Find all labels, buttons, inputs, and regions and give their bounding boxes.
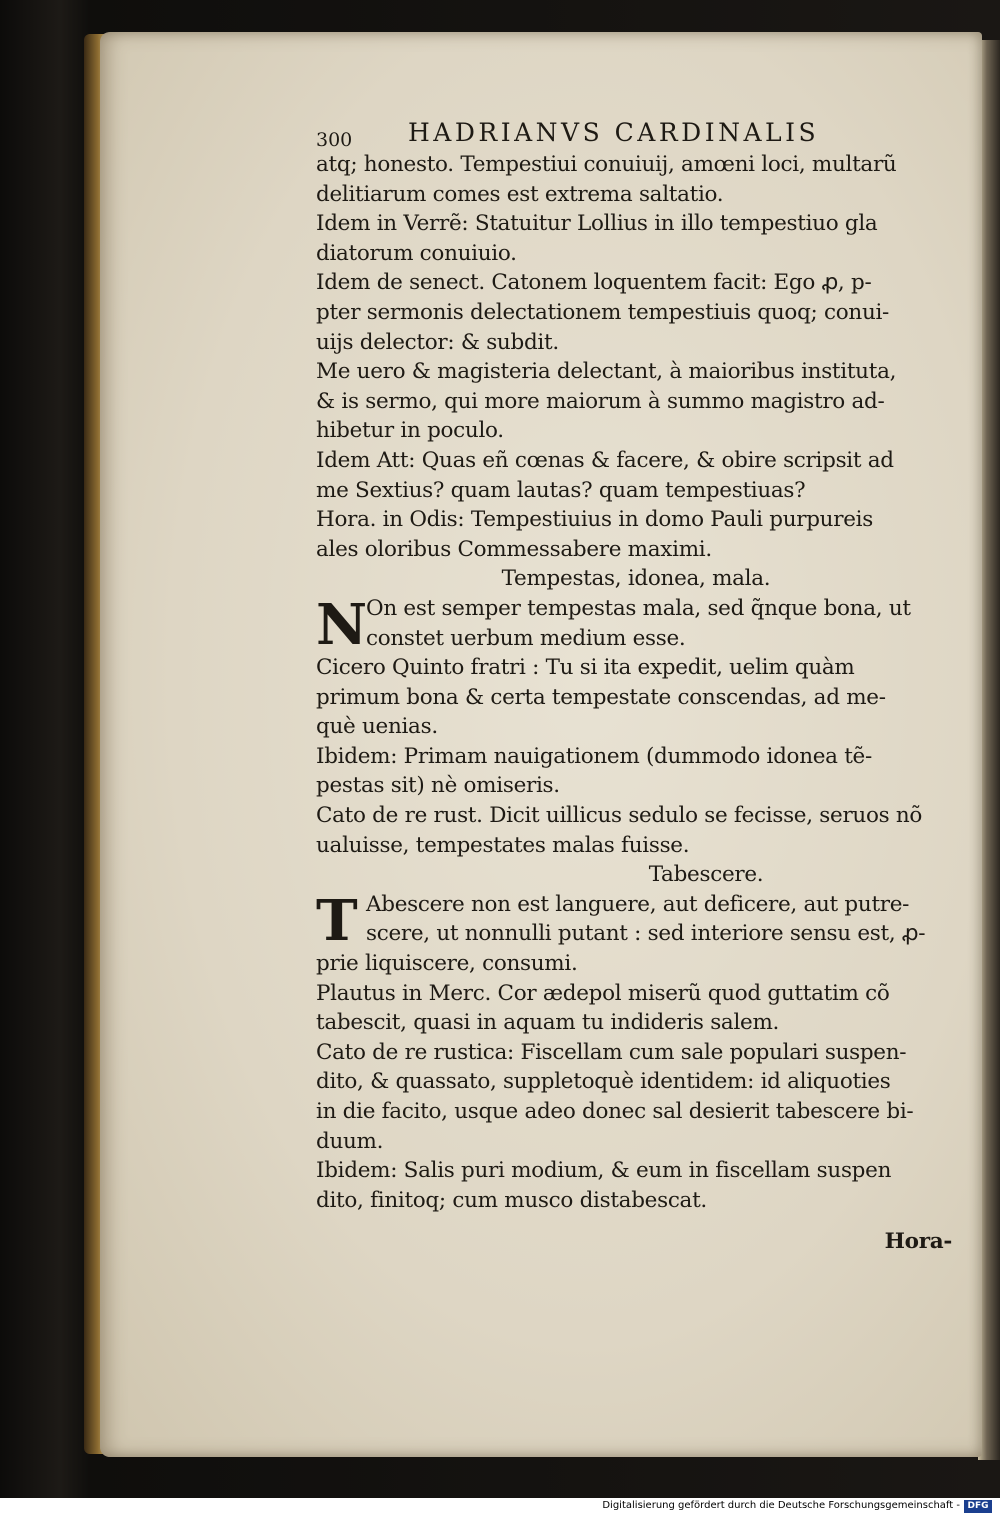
text-line: & is sermo, qui more maiorum à summo magistro ad-	[316, 388, 885, 414]
text-line: in die facito, usque adeo donec sal desierit tabescere bi-	[316, 1099, 914, 1124]
text-line: Plautus in Merc. Cor ædepol miserũ quod guttatim cõ	[316, 980, 890, 1006]
section-heading: Tabescere.	[648, 862, 764, 888]
text-line: Hora. in Odis: Tempestiuius in domo Pauli purpureis	[316, 507, 873, 533]
text-line: scere, ut nonnulli putant : sed interiore sensu est, ꝓ-	[366, 921, 926, 947]
catchword: Hora-	[884, 1229, 952, 1255]
text-line: me Sextius? quam lautas? quam tempestiuas?	[316, 477, 806, 503]
paragraph-with-initial	[316, 591, 956, 658]
text-line: constet uerbum medium esse.	[366, 625, 686, 651]
text-line: Ibidem: Primam nauigationem (dummodo idonea tẽ-	[316, 743, 872, 769]
text-line: pter sermonis delectationem tempestiuis quoq; conui-	[316, 299, 890, 325]
text-line: dito, finitoq; cum musco distabescat.	[316, 1187, 707, 1213]
text-line: dito, & quassato, suppletoquè identidem: id aliquoties	[316, 1069, 891, 1095]
text-line: Idem in Verrẽ: Statuitur Lollius in illo tempestiuo gla	[316, 211, 878, 237]
text-line: Cato de re rust. Dicit uillicus sedulo se fecisse, seruos nõ	[316, 803, 923, 829]
text-line: diatorum conuiuio.	[316, 240, 517, 266]
page-header	[316, 118, 956, 150]
text-line: Ibidem: Salis puri modium, & eum in fiscellam suspen	[316, 1158, 892, 1184]
dfg-logo-icon: DFG	[964, 1500, 992, 1513]
text-line: prie liquiscere, consumi.	[316, 951, 578, 977]
section-heading: Tempestas, idonea, mala.	[501, 566, 771, 592]
text-line: Cato de re rustica: Fiscellam cum sale populari suspen-	[316, 1039, 907, 1065]
text-line: Abescere non est languere, aut deficere, aut putre-	[366, 891, 910, 917]
text-line: ales oloribus Commessabere maximi.	[316, 536, 712, 562]
drop-cap-initial: T	[316, 887, 358, 954]
drop-cap-initial: N	[316, 591, 367, 658]
page-text-block	[316, 118, 956, 1257]
text-line: Cicero Quinto fratri : Tu si ita expedit, uelim quàm	[316, 655, 855, 681]
text-section-b	[316, 653, 956, 860]
text-line: pestas sit) nè omiseris.	[316, 773, 560, 799]
text-section-a	[316, 150, 956, 564]
text-line: atq; honesto. Tempestiui conuiuij, amœni loci, multarũ	[316, 152, 897, 177]
text-line: Idem Att: Quas eñ cœnas & facere, & obire scripsit ad	[316, 447, 894, 473]
text-line: què uenias.	[316, 714, 438, 740]
text-line: ualuisse, tempestates malas fuisse.	[316, 832, 690, 858]
digitization-footer	[0, 1498, 1000, 1516]
running-head: HADRIANVS CARDINALIS	[408, 118, 820, 147]
text-line: On est semper tempestas mala, sed q̃nque bona, ut	[366, 595, 911, 621]
text-section-c	[316, 949, 956, 1215]
text-line: uijs delector: & subdit.	[316, 329, 559, 355]
text-line: delitiarum comes est extrema saltatio.	[316, 181, 724, 207]
text-line: primum bona & certa tempestate conscendas, ad me-	[316, 684, 886, 710]
text-line: tabescit, quasi in aquam tu indideris salem.	[316, 1010, 780, 1036]
text-line: Idem de senect. Catonem loquentem facit: Ego ꝓ, p-	[316, 270, 872, 296]
page-number: 300	[316, 129, 353, 151]
text-line: Me uero & magisteria delectant, à maioribus instituta,	[316, 359, 897, 385]
paragraph-with-initial	[316, 887, 956, 954]
funding-credit: Digitalisierung gefördert durch die Deutsche Forschungsgemeinschaft -	[602, 1500, 960, 1511]
text-line: duum.	[316, 1128, 384, 1154]
text-line: hibetur in poculo.	[316, 418, 504, 444]
